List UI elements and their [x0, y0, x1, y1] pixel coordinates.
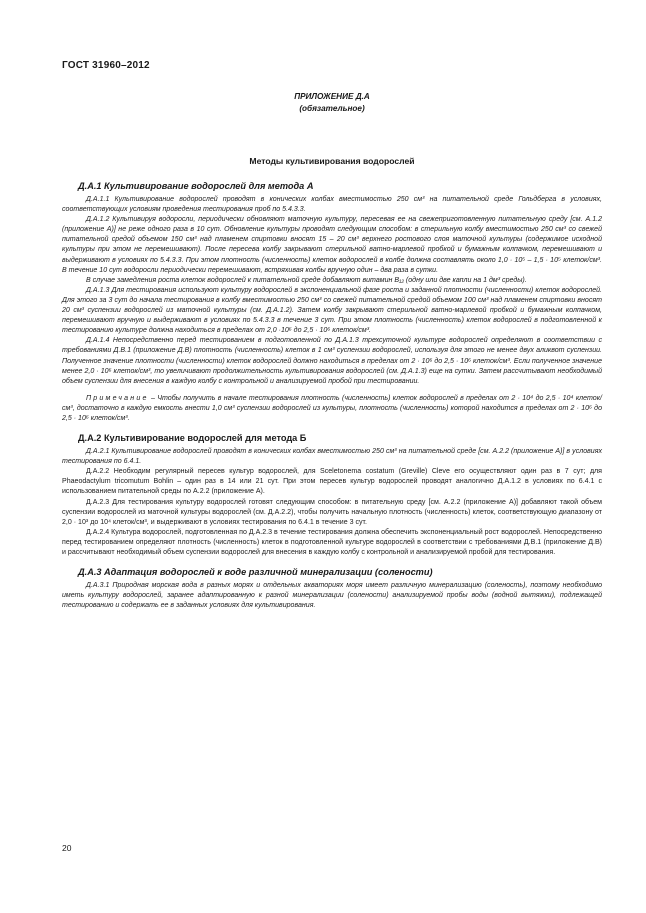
paragraph-a1-2-vitamin: В случае замедления роста клеток водорослей к питательной среде добавляют витамин B₁₂ (одну или две капли на 1 дм³ среды). — [86, 276, 527, 284]
main-title: Методы культивирования водорослей — [249, 156, 415, 166]
paragraph-a2-1: Д.А.2.1 Культивирование водорослей проводят в конических колбах вместимостью 250 см³ на питательной среде [см. А.2.2 (приложение А)] в условиях тестирования по 6.4.1. — [62, 448, 602, 466]
appendix-title: ПРИЛОЖЕНИЕ Д.А — [294, 92, 370, 101]
section-heading-a2: Д.А.2 Культивирование водорослей для метода Б — [78, 433, 307, 444]
section-heading-a3: Д.А.3 Адаптация водорослей к воде различной минерализации (солености) — [78, 567, 433, 578]
appendix-status: (обязательное) — [299, 104, 365, 113]
document-page — [62, 0, 602, 913]
section-heading-a1: Д.А.1 Культивирование водорослей для метода А — [78, 181, 314, 191]
paragraph-a2-4: Д.А.2.4 Культура водорослей, подготовленная по Д.А.2.3 в течение тестирования должна обеспечить экспоненциальный рост водорослей. Непосредственно перед тестированием определяют плотность (численность) клеток в подготовленной культуре водорослей в соответствии с требованиями Д.В.1 (приложение Д.В) и рассчитывают необходимый объем суспензии водорослей для внесения в каждую колбу с контрольной и анализируемой пробой для тестирования. — [62, 528, 602, 556]
paragraph-a3-1: Д.А.3.1 Природная морская вода в разных морях и отдельных акваториях моря имеет различную минерализацию (соленость), поэтому необходимо иметь культуру водорослей, заранее адаптированную к разной минерализации (солености) анализируемой пробы воды (водной вытяжки), подлежащей тестированию и содержать ее в заданных условиях для культивирования. — [62, 582, 602, 610]
paragraph-a1-3: Д.А.1.3 Для тестирования используют культуру водорослей в экспоненциальной фазе роста и заданной плотности (численности) клеток водорослей. Для этого за 3 сут до начала тестирования в колбу вместимостью 250 см³ со свежей питательной средой объемом 100 см³ над пламенем спиртовки вносят 20 см³ суспензии водорослей из маточной культуры (см. Д.А.1.2). Затем колбу закрывают стерильной ватно-марлевой пробкой и бумажным колпачком, перемешивают вручную и выдерживают в условиях по 5.4.3.3 в течение 3 сут. При этом плотность (численность) клеток водорослей в подготовленной к тестированию культуре должна находиться в пределах от 2,0 ·10⁶ до 2,5 · 10⁶ клеток/см³. — [62, 286, 602, 335]
paragraph-a2-2: Д.А.2.2 Необходим регулярный пересев культур водорослей, для Sceletonema costatum (Greville) Cleve его осуществляют один раз в 7 сут; для Phaeodactylum tricomutum Bohlin – один раз в 14 или 21 сут. При этом пересев культур водорослей проводят аналогично Д.А.1.2 в условиях по 6.4.1 с использованием питательной среды по А.2.2 (приложение А). — [62, 468, 602, 496]
document-body — [62, 181, 602, 611]
note-a1 — [62, 394, 602, 424]
paragraph-a1-1: Д.А.1.1 Культивирование водорослей проводят в конических колбах вместимостью 250 см³ на питательной среде Гольдберга в условиях, соответствующих условиям проведения тестирования проб по 5.4.3.3. — [62, 196, 602, 214]
note-text: – Чтобы получить в начале тестирования плотность (численность) клеток водорослей в пределах от 2 · 10⁴ до 2,5 · 10⁴ клеток/см³, достаточно в каждую емкость внести 1,0 см³ суспензии водорослей из культуры, плотность (численность) которой находится в пределах от 2 · 10⁶ до 2,5 · 10⁶ клеток/см³. — [62, 394, 602, 422]
page-number: 20 — [62, 843, 72, 853]
standard-code: ГОСТ 31960–2012 — [62, 60, 150, 71]
paragraph-a2-3: Д.А.2.3 Для тестирования культуру водорослей готовят следующим способом: в питательную среду [см. А.2.2 (приложение А)] добавляют такой объем суспензии водорослей из маточной культуры водорослей (см. Д.А.2.2), чтобы получить начальную плотность (численность) клеток, соответствующую диапазону от 2,0 · 10³ до 10⁴ клеток/см³, и выдерживают в условиях тестирования по 6.4.1 в течение 3 сут. — [62, 498, 602, 526]
paragraph-a1-2: Д.А.1.2 Культивируя водоросли, периодически обновляют маточную культуру, пересевая ее на свежеприготовленную питательную среду [см. А.1.2 (приложение А)] не реже одного раза в 10 сут. Обновление культуры проводят следующим способом: в стерильную колбу вместимостью 250 см³ со свежей питательной средой объемом 150 см³ над пламенем спиртовки вносят 15 – 20 см³ верхнего ростового слоя маточной культуры (содержимое исходной культуры при этом не перемешивают). После пересева колбу закрывают стерильной ватно-марлевой пробкой и бумажным колпачком, перемешивают и выдерживают в условиях по 5.4.3.3. При этом плотность (численность) клеток водорослей в колбе должна составлять около 1,0 · 10⁵ – 1,5 · 10⁵ клеток/см³. В течение 10 сут водоросли периодически перемешивают, встряхивая колбы вручную один – два раза в сутки. — [62, 216, 602, 274]
paragraph-a1-4: Д.А.1.4 Непосредственно перед тестированием в подготовленной по Д.А.1.3 трехсуточной культуре водорослей определяют в соответствии с требованиями Д.В.1 (приложение Д.В) плотность (численность) клеток в 1 см³ суспензии водорослей, используя для этого не менее двух аликвот суспензии. Полученное значение плотности (численности) клеток водорослей должно находиться в пределах от 2 · 10⁶ до 2,5 · 10⁶ клеток/см³. Если полученное значение менее 2,0 · 10⁶ клеток/см³, то увеличивают продолжительность культивирования водорослей (см. Д.А.1.3) еще на сутки. Затем рассчитывают необходимый объем суспензии для внесения в каждую колбу с контрольной и анализируемой пробой при тестировании. — [62, 337, 602, 385]
note-label: Примечание — [86, 394, 149, 402]
